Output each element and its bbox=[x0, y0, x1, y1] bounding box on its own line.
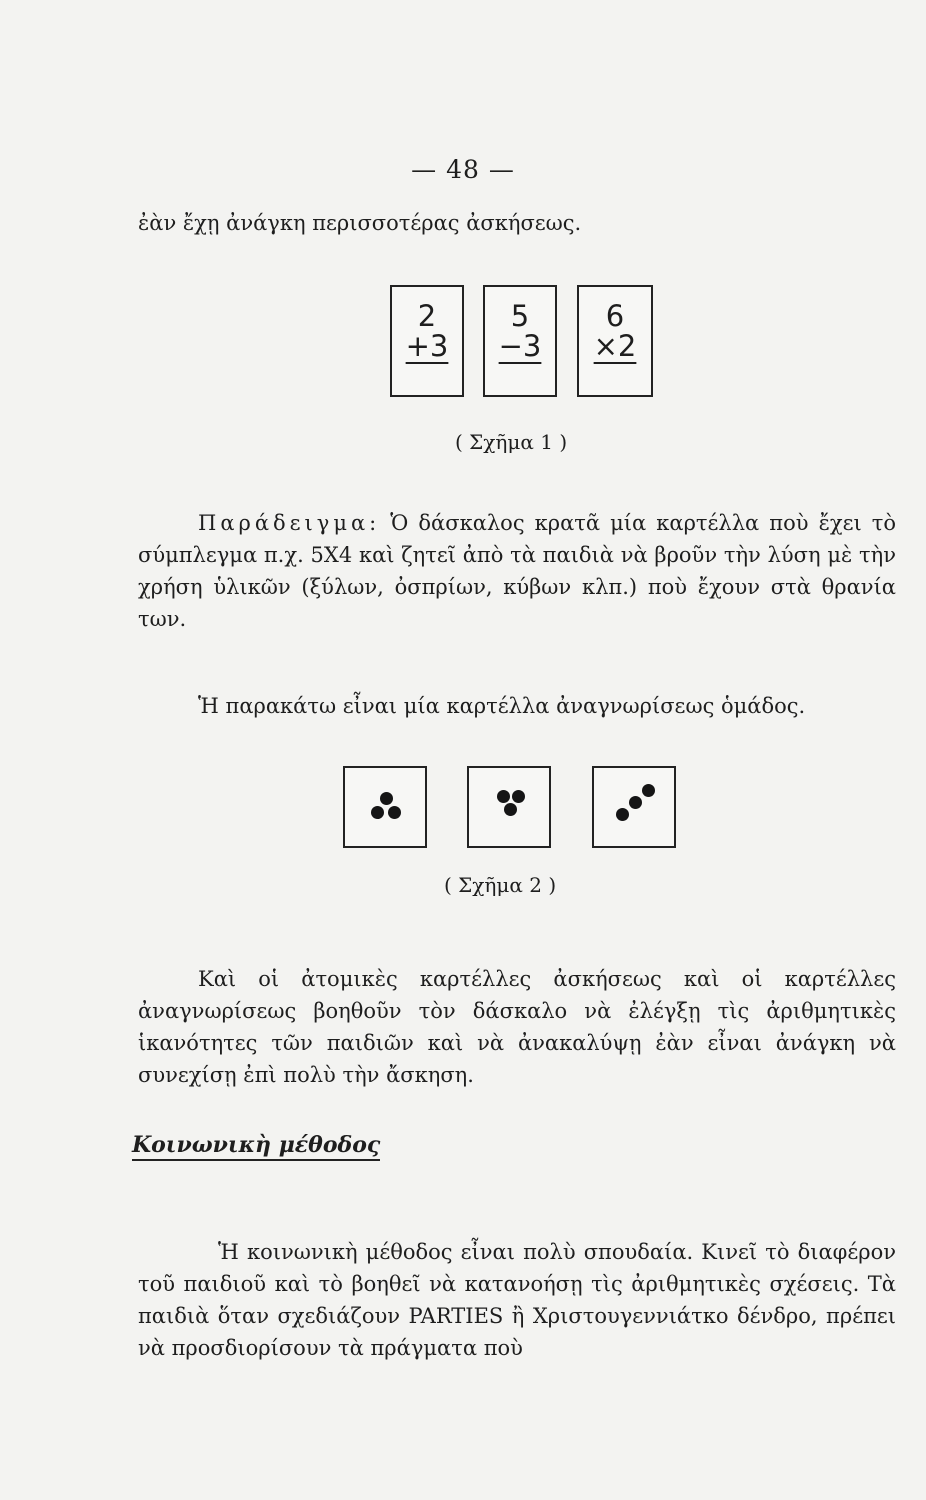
example-paragraph bbox=[138, 507, 896, 635]
dot-card-three-c bbox=[592, 766, 676, 848]
example-lead: Παράδειγμα: bbox=[198, 511, 381, 535]
figure-1-caption: ( Σχῆμα 1 ) bbox=[455, 430, 568, 454]
dot-card-three-b bbox=[467, 766, 551, 848]
section-heading: Κοινωνικὴ μέθοδος bbox=[132, 1132, 380, 1161]
dot bbox=[642, 784, 655, 797]
dot bbox=[388, 806, 401, 819]
continuation-line: ἐὰν ἔχῃ ἀνάγκη περισσοτέρας ἀσκήσεως. bbox=[138, 211, 582, 235]
example-text: Ὁ δάσκαλος κρατᾶ μία καρτέλλα ποὺ ἔχει τὸ σύμπλεγμα π.χ. 5Χ4 καὶ ζητεῖ ἀπὸ τὰ παιδιὰ νὰ βροῦν τὴν λύση μὲ τὴν χρήση ὑλικῶν (ξύλων, ὀσπρίων, κύβων κλπ.) ποὺ ἔχουν στὰ θρανία των. bbox=[138, 511, 896, 631]
dot bbox=[616, 808, 629, 821]
cards-paragraph: Καὶ οἱ ἀτομικὲς καρτέλλες ἀσκήσεως καὶ οἱ καρτέλλες ἀναγνωρίσεως βοηθοῦν τὸν δάσκαλο νὰ ἐλέγξῃ τὶς ἀριθμητικὲς ἱκανότητες τῶν παιδιῶν καὶ νὰ ἀνακαλύψῃ ἐὰν εἶναι ἀνάγκη νὰ συνεχίσῃ ἐπὶ πολὺ τὴν ἄσκηση. bbox=[138, 967, 896, 1087]
card-subtraction-bottom: −3 bbox=[498, 329, 542, 363]
card-subtraction bbox=[483, 285, 557, 397]
card-subtraction-top: 5 bbox=[510, 299, 530, 333]
recognition-line: Ἡ παρακάτω εἶναι μία καρτέλλα ἀναγνωρίσεως ὁμάδος. bbox=[198, 694, 806, 718]
dot bbox=[512, 790, 525, 803]
dot bbox=[629, 796, 642, 809]
page-number: — 48 — bbox=[411, 155, 515, 184]
dot bbox=[371, 806, 384, 819]
dot bbox=[380, 792, 393, 805]
dot-card-three-a bbox=[343, 766, 427, 848]
card-multiplication-bottom: ×2 bbox=[593, 329, 637, 363]
figure-2-caption: ( Σχῆμα 2 ) bbox=[444, 873, 557, 897]
card-addition-bottom: +3 bbox=[405, 329, 449, 363]
dot bbox=[497, 790, 510, 803]
card-addition-top: 2 bbox=[417, 299, 437, 333]
card-addition bbox=[390, 285, 464, 397]
card-multiplication-top: 6 bbox=[605, 299, 625, 333]
dot bbox=[504, 803, 517, 816]
social-method-paragraph: Ἡ κοινωνικὴ μέθοδος εἶναι πολὺ σπουδαία. Κινεῖ τὸ διαφέρον τοῦ παιδιοῦ καὶ τὸ βοηθεῖ νὰ κατανοήσῃ τὶς ἀριθμητικὲς σχέσεις. Τὰ παιδιὰ ὅταν σχεδιάζουν PARTIES ἢ Χριστουγεννιάτκο δένδρο, πρέπει νὰ προσδιορίσουν τὰ πράγματα ποὺ bbox=[138, 1240, 896, 1360]
card-multiplication bbox=[577, 285, 653, 397]
